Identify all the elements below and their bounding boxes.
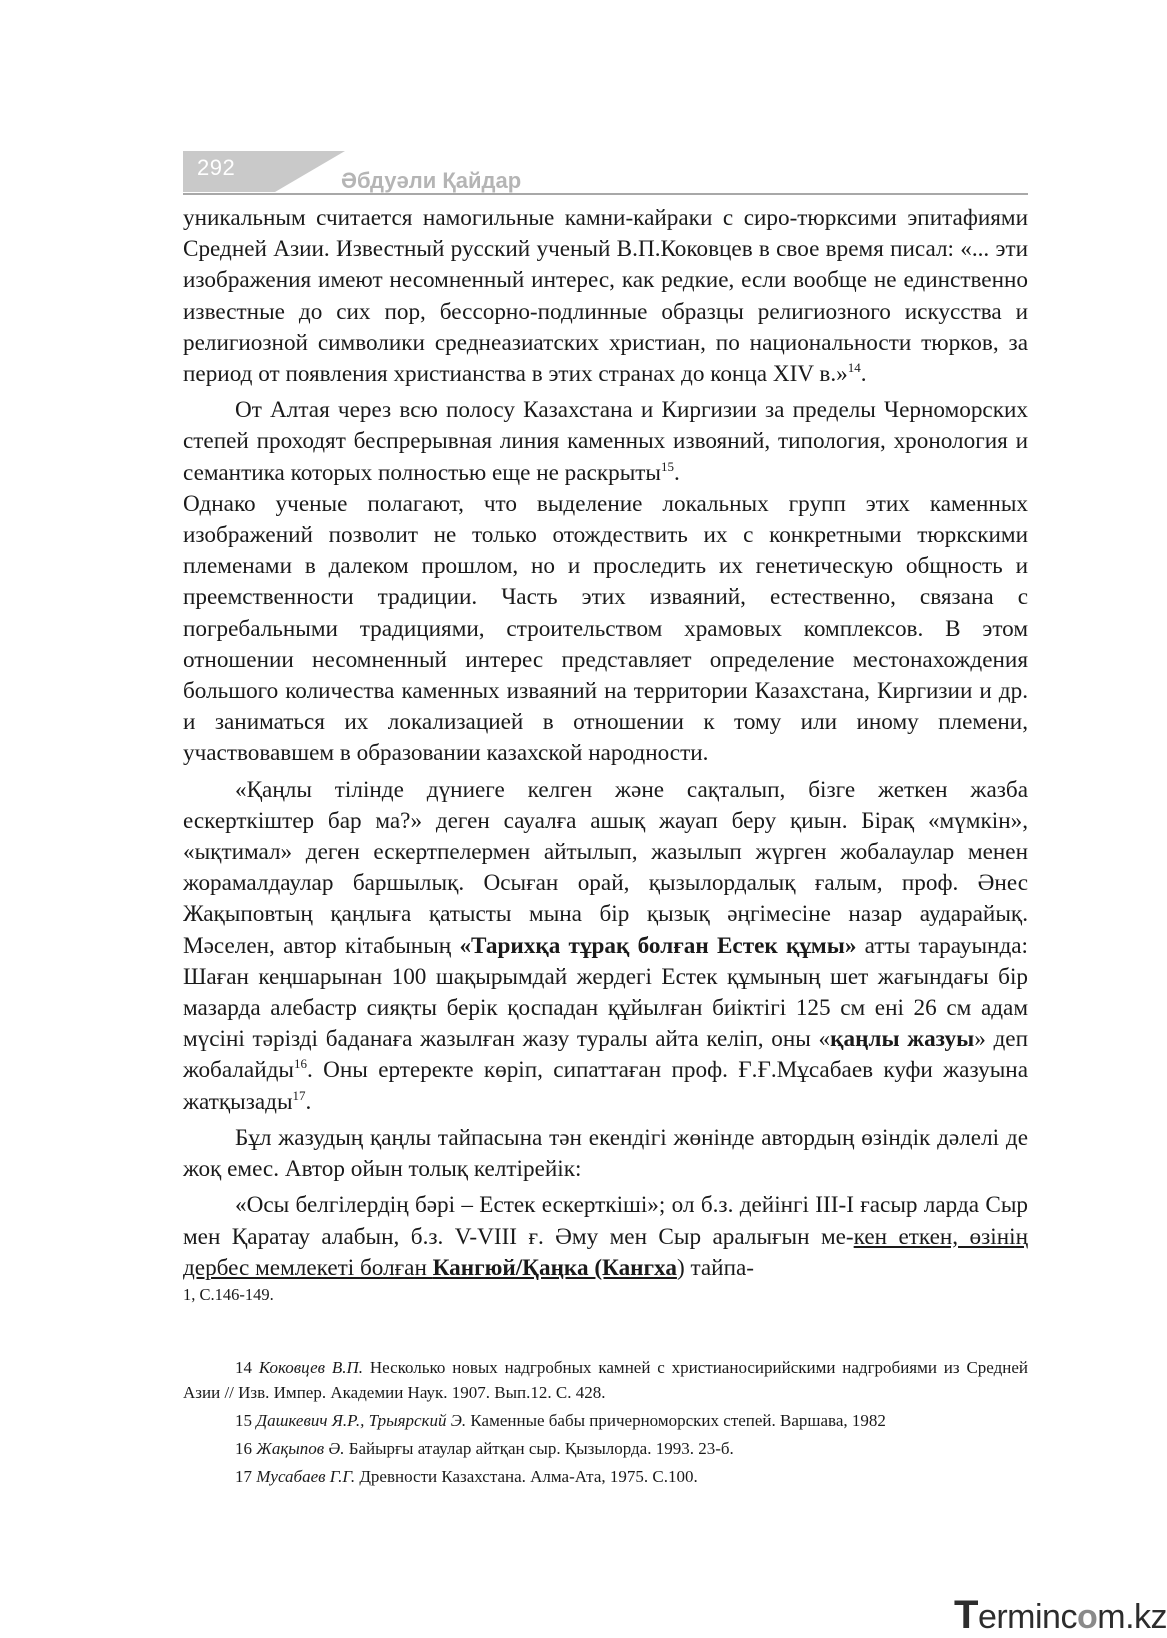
footnote-15-text: Каменные бабы причерноморских степей. Варшава, 1982 xyxy=(466,1411,886,1430)
footnote-16-text: Байырғы атаулар айтқан сыр. Қызылорда. 1993. 23-б. xyxy=(344,1439,734,1458)
footnote-17-author: Мусабаев Г.Г. xyxy=(256,1467,356,1486)
footnote-17-text: Древности Казахстана. Алма-Ата, 1975. С.100. xyxy=(355,1467,698,1486)
paragraph-4-mid2: » деп жобалайды xyxy=(183,1026,1028,1084)
footnote-ref-14: 14 xyxy=(847,360,861,376)
footnotes xyxy=(183,1355,1028,1492)
header-rule xyxy=(183,193,1028,195)
footnote-14-number: 14 xyxy=(235,1358,252,1377)
footnote-ref-17: 17 xyxy=(292,1087,306,1103)
running-head-author: Әбдуәли Қайдар xyxy=(341,168,522,193)
paragraph-2: От Алтая через всю полосу Казахстана и Киргизии за пределы Черноморских степей проходят беспрерывная линия каменных извояний, типология, хронология и семантика которых полностью еще не раскрыты$^{15}$. xyxy=(183,397,1028,486)
page-number-tab-slope xyxy=(275,151,345,192)
footnote-16-number: 16 xyxy=(235,1439,252,1458)
paragraph-6-underlined-text: кен еткен, өзінің дербес мемлекеті болған xyxy=(183,1223,1028,1281)
termincom-watermark-logo xyxy=(954,1593,1167,1638)
footnote-15-author: Дашкевич Я.Р., Трыярский Э. xyxy=(256,1411,467,1430)
footnote-17-number: 17 xyxy=(235,1467,252,1486)
watermark-t: T xyxy=(954,1593,978,1637)
paragraph-1-text: уникальным считается намогильные камни-кайраки с сиро-тюрксими эпитафиями Средней Азии. Известный русский ученый В.П.Коковцев в свое время писал: «... эти изображения имеют несомненный интерес, как редкие, если вообще не единственно известные до сих пор, бессорно-подлинные образцы религиозного искусства и религиозной символики среднеазиатских христиан, по национальности тюрков, за период от появления христианства в этих странах до конца XIV в.» xyxy=(183,205,1028,388)
footnote-15 xyxy=(183,1408,1028,1433)
paragraph-3 xyxy=(183,489,1028,770)
paragraph-6-end: ) тайпа- xyxy=(676,1254,754,1281)
book-chapter-title: «Тарихқа тұрақ болған Естек құмы» xyxy=(459,932,857,959)
footnote-14-author: Коковцев В.П. xyxy=(258,1358,363,1377)
footnote-ref-15: 15 xyxy=(661,458,675,474)
footnote-16-author: Жақыпов Ә. xyxy=(256,1439,345,1458)
footnote-14 xyxy=(183,1355,1028,1405)
footnote-14-text: Несколько новых надгробных камней с христианосирийскими надгробиями из Средней Азии // Изв. Импер. Академии Наук. 1907. Вып.12. С. 428. xyxy=(183,1358,1028,1402)
paragraph-4-mid3: . Оны ертеректе көріп, сипаттаған проф. Ғ.Ғ.Мұсабаев куфи жазуына жатқызады xyxy=(183,1057,1028,1115)
footnote-16 xyxy=(183,1436,1028,1461)
watermark-end: m.kz xyxy=(1097,1598,1167,1636)
paragraph-5-text: Бұл жазудың қаңлы тайпасына тән екендігі жөнінде автордың өзіндік дәлелі де жоқ емес. Автор ойын толық келтірейік: xyxy=(183,1124,1028,1183)
footnote-15-number: 15 xyxy=(235,1411,252,1430)
footnote-ref-16: 16 xyxy=(293,1056,307,1072)
tribe-name: Кангюй/Қаңка (Кангха xyxy=(432,1254,677,1281)
paragraph-5 xyxy=(183,1123,1028,1185)
paragraph-1: уникальным считается намогильные камни-кайраки с сиро-тюрксими эпитафиями Средней Азии. Известный русский ученый В.П.Коковцев в свое время писал: «... эти изображения имеют несомненный интерес, как редкие, если вообще не единственно известные до сих пор, бессорно-подлинные образцы религиозного искусства и религиозной символики среднеазиатских христиан, по национальности тюрков, за период от появления христианства в этих странах до конца XIV в.»$^{14}$. xyxy=(183,205,1028,388)
watermark-o: o xyxy=(1076,1598,1098,1636)
paragraph-2-text: От Алтая через всю полосу Казахстана и Киргизии за пределы Черноморских степей проходят беспрерывная линия каменных извояний, типология, хронология и семантика которых полностью еще не раскрыты xyxy=(183,397,1028,486)
main-text xyxy=(183,203,1028,1306)
paragraph-6 xyxy=(183,1190,1028,1284)
paragraph-4-start: «Қаңлы тілінде дүниеге келген және сақталып, бізге жеткен жазба ескерткіштер бар ма?» деген сауалға ашық жауап беру қиын. Бірақ «мүмкін», «ықтимал» деген ескертпелермен айтылып, жазылып жүрген жобалаулар менен жорамалдаулар баршылық. Осыған орай, қызылордалық ғалым, проф. Әнес Жақыповтың қаңлыға қатысты мына бір қызық әңгімесіне назар аударайық. Мәселен, автор кітабының xyxy=(183,776,1028,959)
page-number: 292 xyxy=(197,155,236,180)
paragraph-4: «Қаңлы тілінде дүниеге келген және сақталып, бізге жеткен жазба ескерткіштер бар ма?» деген сауалға ашық жауап беру қиын. Бірақ «мүмкін», «ықтимал» деген ескертпелермен айтылып, жазылып жүрген жобалаулар менен жорамалдаулар баршылық. Осыған орай, қызылордалық ғалым, проф. Әнес Жақыповтың қаңлыға қатысты мына бір қызық әңгімесіне назар аударайық. Мәселен, автор кітабының «Тарихқа тұрақ болған Естек құмы» атты тарауында: Шаған кеңшарынан 100 шақырымдай жердегі Естек құмының шет жағындағы бір мазарда алебастр сияқты берік қоспадан құйылған биіктігі 125 см ені 26 см адам мүсіні тәрізді баданаға жазылған жазу туралы айта келіп, оны «қаңлы жазуы» деп жобалайды$^{16}$. Оны ертеректе көріп, сипаттаған проф. Ғ.Ғ.Мұсабаев куфи жазуына жатқызады$^{17}$. xyxy=(183,776,1028,1115)
kangly-script-term: қаңлы жазуы xyxy=(830,1026,975,1053)
footnote-17 xyxy=(183,1464,1028,1489)
footnote-spill: 1, С.146-149. xyxy=(183,1284,274,1304)
watermark-middle: erminc xyxy=(977,1598,1077,1636)
paragraph-6-start: «Осы белгілердің бәрі – Естек ескерткіші»; ол б.з. дейінгі III-I ғасыр ларда Сыр мен Қаратау алабын, б.з. V-VIII ғ. Әму мен Сыр аралығын ме- xyxy=(183,1192,1028,1250)
paragraph-4-mid1: атты тарауында: Шаған кеңшарынан 100 шақырымдай жердегі Естек құмының шет жағындағы бір мазарда алебастр сияқты берік қоспадан құйылған биіктігі 125 см ені 26 см адам мүсіні тәрізді баданаға жазылған жазу туралы айта келіп, оны « xyxy=(183,932,1028,1053)
paragraph-3-text: Однако ученые полагают, что выделение локальных групп этих каменных изображений позволит не только отождествить их с конкретными тюркскими племенами в далеком прошлом, но и проследить их генетическую общность и преемственности традиции. Часть этих изваяний, естественно, связана с погребальными традициями, строительством храмовых комплексов. В этом отношении несомненный интерес представляет определение местонахождения большого количества каменных изваяний на территории Казахстана, Киргизии и др. и заниматься их локализацией в отношении к тому или иному племени, участвовавшем в образовании казахской народности. xyxy=(183,490,1028,767)
